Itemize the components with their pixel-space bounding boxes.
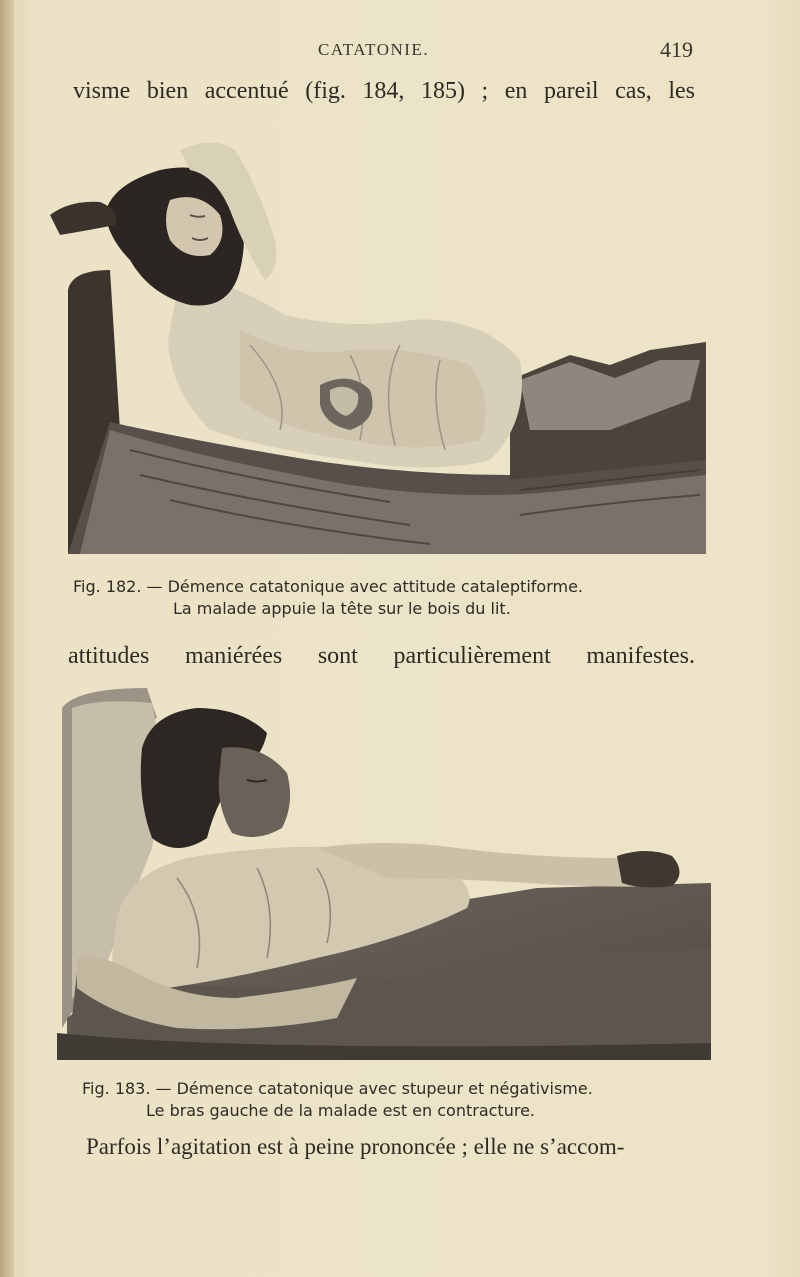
figure-183-caption-line-2: Le bras gauche de la malade est en contracture. xyxy=(146,1101,535,1120)
page-number: 419 xyxy=(660,37,693,62)
figure-182-caption-line-1: Fig. 182. — Démence catatonique avec attitude cataleptiforme. xyxy=(73,577,583,596)
body-text-line-3: Parfois l’agitation est à peine prononcée ; elle ne s’accom- xyxy=(86,1134,625,1159)
book-binding-edge xyxy=(0,0,14,1277)
body-text-line-1: visme bien accentué (fig. 184, 185) ; en pareil cas, les xyxy=(73,78,695,104)
figure-182-photograph xyxy=(50,130,706,556)
figure-183-illustration xyxy=(57,688,711,1060)
body-text-line-2: attitudes maniérées sont particulièrement manifestes. xyxy=(68,643,695,669)
running-head: CATATONIE. xyxy=(318,40,430,59)
figure-182-caption-line-2: La malade appuie la tête sur le bois du lit. xyxy=(173,599,511,618)
figure-183-photograph xyxy=(57,688,711,1060)
figure-182-illustration xyxy=(50,130,706,556)
figure-183-caption-line-1: Fig. 183. — Démence catatonique avec stupeur et négativisme. xyxy=(82,1079,593,1098)
